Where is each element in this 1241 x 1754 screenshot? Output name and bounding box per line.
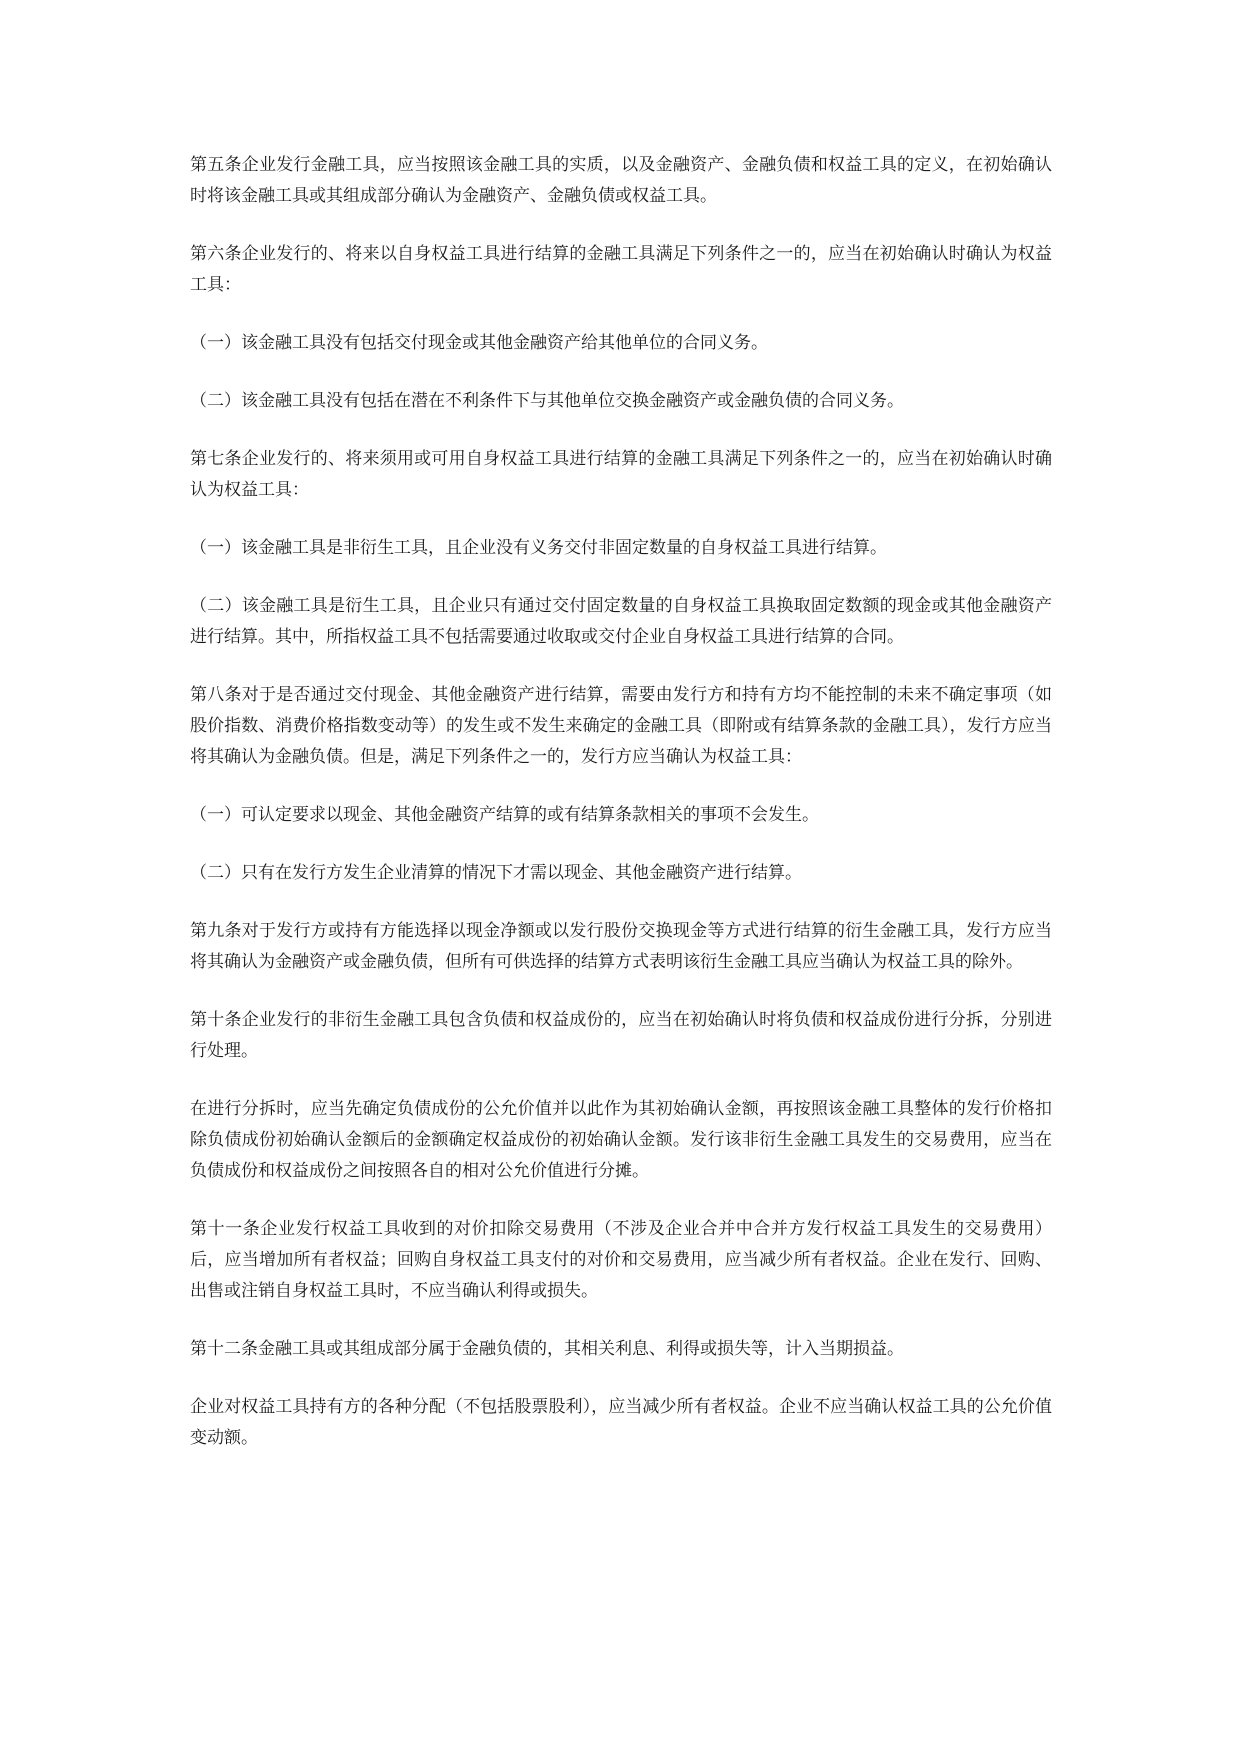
paragraph-article-7-item-2: （二）该金融工具是衍生工具，且企业只有通过交付固定数量的自身权益工具换取固定数额的现金或其他金融资产进行结算。其中，所指权益工具不包括需要通过收取或交付企业自身权益工具进行结算的合同。 xyxy=(190,596,1052,647)
paragraph-article-8-item-2: （二）只有在发行方发生企业清算的情况下才需以现金、其他金融资产进行结算。 xyxy=(190,863,802,883)
paragraph-article-8: 第八条对于是否通过交付现金、其他金融资产进行结算，需要由发行方和持有方均不能控制的未来不确定事项（如股价指数、消费价格指数变动等）的发生或不发生来确定的金融工具（即附或有结算条款的金融工具），发行方应当将其确认为金融负债。但是，满足下列条件之一的，发行方应当确认为权益工具： xyxy=(190,685,1052,767)
paragraph-article-9: 第九条对于发行方或持有方能选择以现金净额或以发行股份交换现金等方式进行结算的衍生金融工具，发行方应当将其确认为金融资产或金融负债，但所有可供选择的结算方式表明该衍生金融工具应当确认为权益工具的除外。 xyxy=(190,921,1052,972)
paragraph-article-6: 第六条企业发行的、将来以自身权益工具进行结算的金融工具满足下列条件之一的，应当在初始确认时确认为权益工具： xyxy=(190,244,1052,295)
paragraph-article-10-split: 在进行分拆时，应当先确定负债成份的公允价值并以此作为其初始确认金额，再按照该金融工具整体的发行价格扣除负债成份初始确认金额后的金额确定权益成份的初始确认金额。发行该非衍生金融工具发生的交易费用，应当在负债成份和权益成份之间按照各自的相对公允价值进行分摊。 xyxy=(190,1099,1052,1181)
paragraph-article-6-item-1: （一）该金融工具没有包括交付现金或其他金融资产给其他单位的合同义务。 xyxy=(190,333,768,353)
paragraph-article-5: 第五条企业发行金融工具，应当按照该金融工具的实质，以及金融资产、金融负债和权益工具的定义，在初始确认时将该金融工具或其组成部分确认为金融资产、金融负债或权益工具。 xyxy=(190,155,1052,206)
document-page xyxy=(190,150,1052,1481)
paragraph-article-10: 第十条企业发行的非衍生金融工具包含负债和权益成份的，应当在初始确认时将负债和权益成份进行分拆，分别进行处理。 xyxy=(190,1010,1052,1061)
paragraph-article-7-item-1: （一）该金融工具是非衍生工具，且企业没有义务交付非固定数量的自身权益工具进行结算。 xyxy=(190,538,887,558)
paragraph-article-12: 第十二条金融工具或其组成部分属于金融负债的，其相关利息、利得或损失等，计入当期损益。 xyxy=(190,1339,904,1359)
paragraph-article-11: 第十一条企业发行权益工具收到的对价扣除交易费用（不涉及企业合并中合并方发行权益工具发生的交易费用）后，应当增加所有者权益；回购自身权益工具支付的对价和交易费用，应当减少所有者权益。企业在发行、回购、出售或注销自身权益工具时，不应当确认利得或损失。 xyxy=(190,1219,1052,1301)
paragraph-article-8-item-1: （一）可认定要求以现金、其他金融资产结算的或有结算条款相关的事项不会发生。 xyxy=(190,805,819,825)
paragraph-article-7: 第七条企业发行的、将来须用或可用自身权益工具进行结算的金融工具满足下列条件之一的，应当在初始确认时确认为权益工具： xyxy=(190,449,1052,500)
paragraph-article-6-item-2: （二）该金融工具没有包括在潜在不利条件下与其他单位交换金融资产或金融负债的合同义务。 xyxy=(190,391,904,411)
paragraph-article-12-distribution: 企业对权益工具持有方的各种分配（不包括股票股利），应当减少所有者权益。企业不应当确认权益工具的公允价值变动额。 xyxy=(190,1397,1052,1448)
